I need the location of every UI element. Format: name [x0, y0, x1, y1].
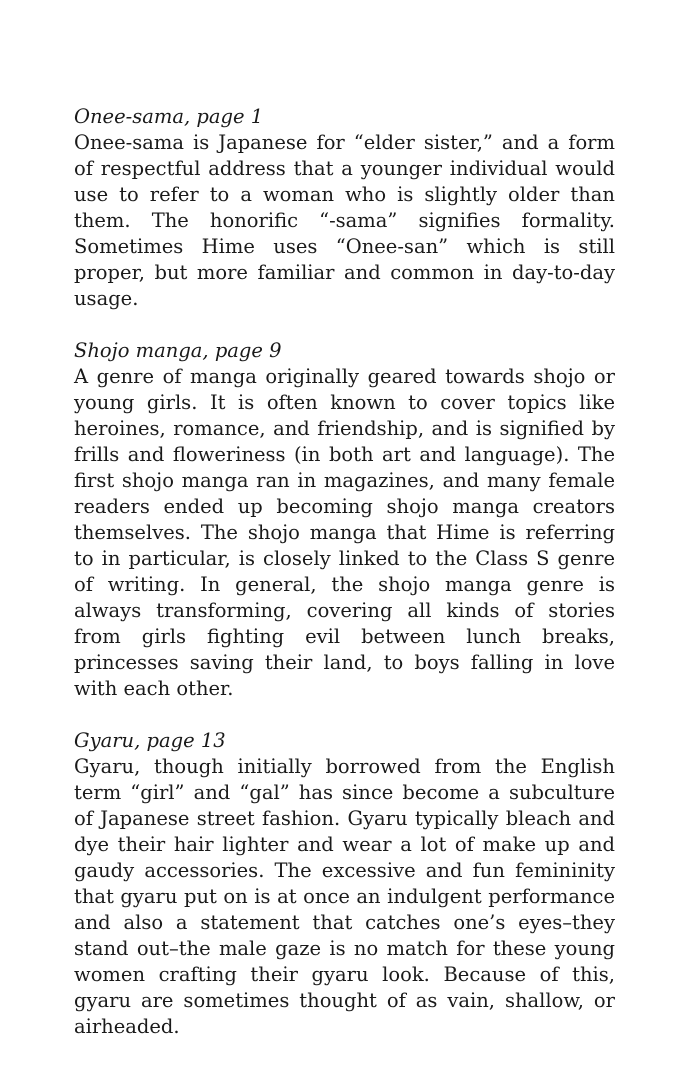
glossary-entry-shojo-manga: [74, 338, 615, 702]
entry-heading: Onee-sama, page 1: [74, 105, 264, 128]
entry-body: Gyaru, though initially borrowed from the English term “girl” and “gal” has since become a subculture of Japanese street fashion. Gyaru typically bleach and dye their hair lighter and wear a lot of make up and gaudy accessories. The excessive and fun femininity that gyaru put on is at once an indulgent performance and also a statement that catches one’s eyes–they stand out–the male gaze is no match for these young women crafting their gyaru look. Because of this, gyaru are sometimes thought of as vain, shallow, or airheaded.: [74, 755, 615, 1038]
entry-heading: Shojo manga, page 9: [74, 339, 282, 362]
glossary-entry-gyaru: [74, 728, 615, 1040]
entry-body: Onee-sama is Japanese for “elder sister,” and a form of respectful address that a younger individual would use to refer to a woman who is slightly older than them. The honorific “-sama” signifies formality. Sometimes Hime uses “Onee-san” which is still proper, but more familiar and common in day-to-day usage.: [74, 131, 615, 310]
entry-body: A genre of manga originally geared towards shojo or young girls. It is often known to cover topics like heroines, romance, and friendship, and is signified by frills and floweriness (in both art and language). The first shojo manga ran in magazines, and many female readers ended up becoming shojo manga creators themselves. The shojo manga that Hime is referring to in particular, is closely linked to the Class S genre of writing. In general, the shojo manga genre is always transforming, covering all kinds of stories from girls fighting evil between lunch breaks, princesses saving their land, to boys falling in love with each other.: [74, 365, 615, 700]
glossary-entry-onee-sama: [74, 104, 615, 312]
entry-heading: Gyaru, page 13: [74, 729, 226, 752]
glossary-page: [74, 104, 615, 1066]
